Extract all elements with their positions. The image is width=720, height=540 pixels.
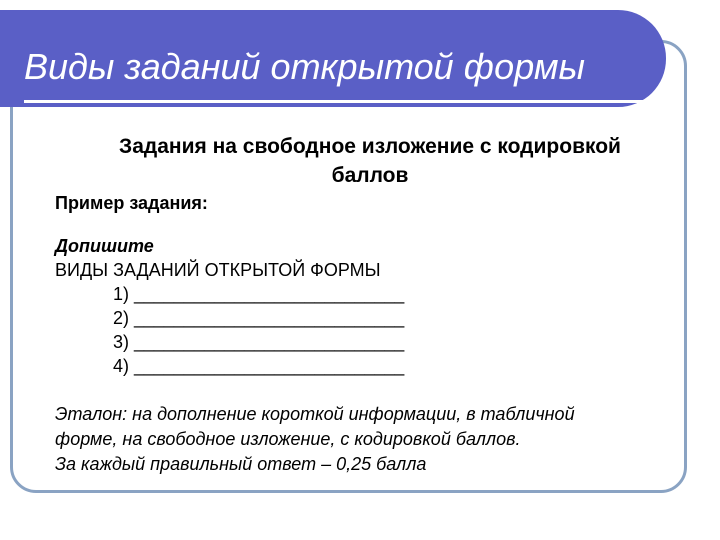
task-heading: ВИДЫ ЗАДАНИЙ ОТКРЫТОЙ ФОРМЫ <box>55 260 381 280</box>
example-label: Пример задания: <box>55 193 208 213</box>
task-instruction: Допишите <box>55 236 154 256</box>
subtitle-line-2: баллов <box>331 164 409 187</box>
slide-subtitle <box>60 132 680 190</box>
answer-line-2: 2) ___________________________ <box>113 308 405 328</box>
title-bar <box>0 10 666 107</box>
slide-title: Виды заданий открытой формы <box>24 46 585 87</box>
reference-line-1: Эталон: на дополнение короткой информации, в табличной <box>55 404 575 424</box>
subtitle-line-1: Задания на свободное изложение с кодировкой <box>119 135 621 158</box>
title-underline <box>24 100 644 103</box>
reference-answer <box>55 402 675 477</box>
answer-line-3: 3) ___________________________ <box>113 332 405 352</box>
answer-line-4: 4) ___________________________ <box>113 356 405 376</box>
reference-line-2: форме, на свободное изложение, с кодировкой баллов. <box>55 429 521 449</box>
answer-line-1: 1) ___________________________ <box>113 284 405 304</box>
reference-line-3: За каждый правильный ответ – 0,25 балла <box>55 454 427 474</box>
task-block <box>55 234 404 378</box>
